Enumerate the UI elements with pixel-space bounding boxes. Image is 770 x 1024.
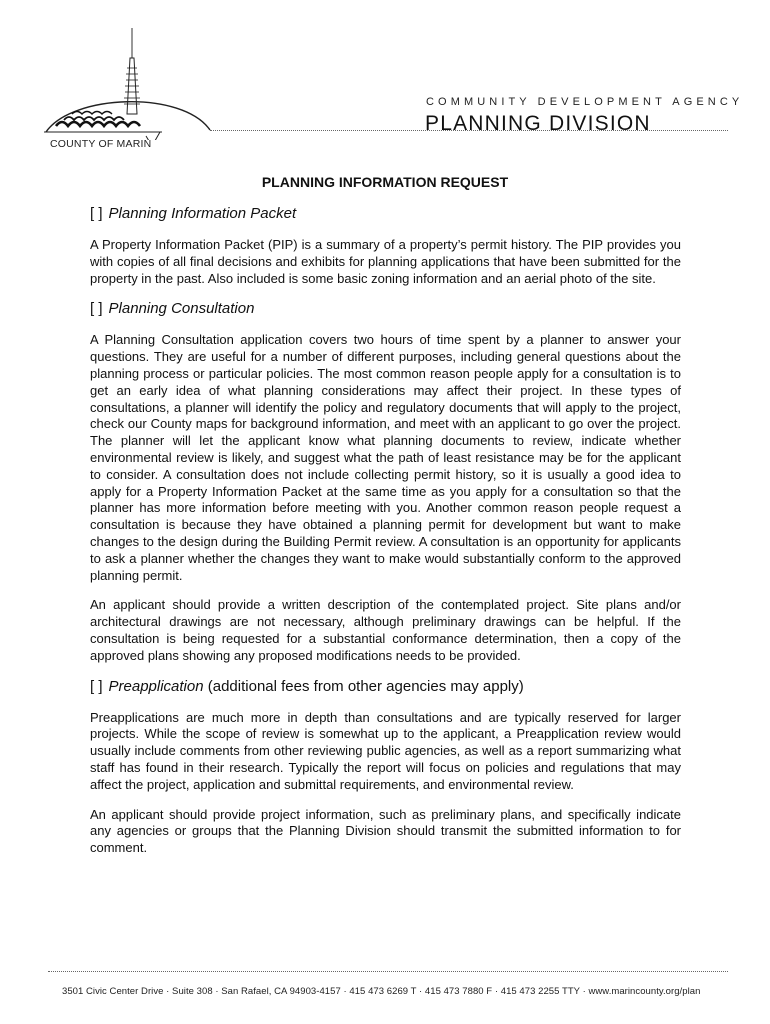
header-divider	[210, 130, 728, 131]
footer-address: 3501 Civic Center Drive · Suite 308 · San Rafael, CA 94903-4157 · 415 473 6269 T · 415 473 7880 F · 415 473 2255 TTY · www.marincounty.org/plan	[62, 986, 701, 997]
form-title: PLANNING INFORMATION REQUEST	[261, 174, 509, 190]
division-name: PLANNING DIVISION	[425, 112, 651, 135]
pip-title: Planning Information Packet	[108, 205, 297, 222]
section-heading	[90, 678, 681, 695]
agency-name: COMMUNITY DEVELOPMENT AGENCY	[426, 96, 744, 108]
paragraph: An applicant should provide project information, such as preliminary plans, and specifically indicate any agencies or groups that the Planning Division should transmit the submitted information to for comment.	[90, 806, 681, 856]
section-preapplication	[90, 678, 681, 857]
preapplication-note: (additional fees from other agencies may apply)	[207, 677, 524, 695]
county-name: COUNTY OF MARIN	[50, 138, 152, 150]
paragraph: Preapplications are much more in depth than consultations and are typically reserved for larger projects. While the scope of review is somewhat up to the applicant, a Preapplication review would usually include comments from other reviewing public agencies, as well as a report summarizing what staff has found in their research. Typically the report will focus on policies and regulations that may affect the project, application and submittal requirements, and environmental review.	[90, 709, 681, 792]
consultation-title: Planning Consultation	[108, 300, 255, 318]
pip-checkbox[interactable]: [ ]	[90, 205, 103, 222]
paragraph: An applicant should provide a written description of the contemplated project. Site plans and/or architectural drawings are not necessary, although preliminary drawings can be helpful. If the consultation is being requested for a substantial conformance determination, then a copy of the approved plans showing any proposed modifications needs to be provided.	[90, 597, 681, 663]
section-heading	[90, 300, 681, 317]
section-heading	[90, 205, 681, 222]
county-of-marin-logo	[42, 28, 212, 140]
paragraph: A Property Information Packet (PIP) is a summary of a property’s permit history. The PIP provides you with copies of all final decisions and exhibits for planning applications that have been submitted for the property in the past. Also included is some basic zoning information and an aerial photo of the site.	[90, 237, 681, 286]
section-planning-information-packet	[90, 205, 681, 287]
consultation-checkbox[interactable]: [ ]	[90, 300, 103, 318]
preapplication-title: Preapplication	[108, 677, 204, 695]
preapplication-checkbox[interactable]: [ ]	[90, 677, 103, 695]
footer-divider	[48, 971, 728, 972]
paragraph: A Planning Consultation application covers two hours of time spent by a planner to answer your questions. They are useful for a number of different purposes, including general questions about the planning process or particular policies. The most common reason people apply for a consultation is to get an early idea of what planning considerations may affect their project. In these types of consultations, a planner will identify the policy and regulatory documents that will apply to the project, check our County maps for background information, and meet with an applicant to go over the project. The planner will let the applicant know what planning documents to review, indicate whether environmental review is likely, and suggest what the path of least resistance may be for the applicant to consider. A consultation does not include collecting permit history, so it is usually a good idea to apply for a Property Information Packet at the same time as you apply for a consultation so that the planner has more information before meeting with you. Another common reason people request a consultation is because they have obtained a planning permit for development but want to make changes to the design during the Building Permit review. A consultation is an opportunity for applicants to ask a planner whether the changes they want to make would substantially conform to the approved planning permit.	[90, 332, 681, 583]
section-planning-consultation	[90, 300, 681, 664]
form-body	[90, 205, 681, 870]
